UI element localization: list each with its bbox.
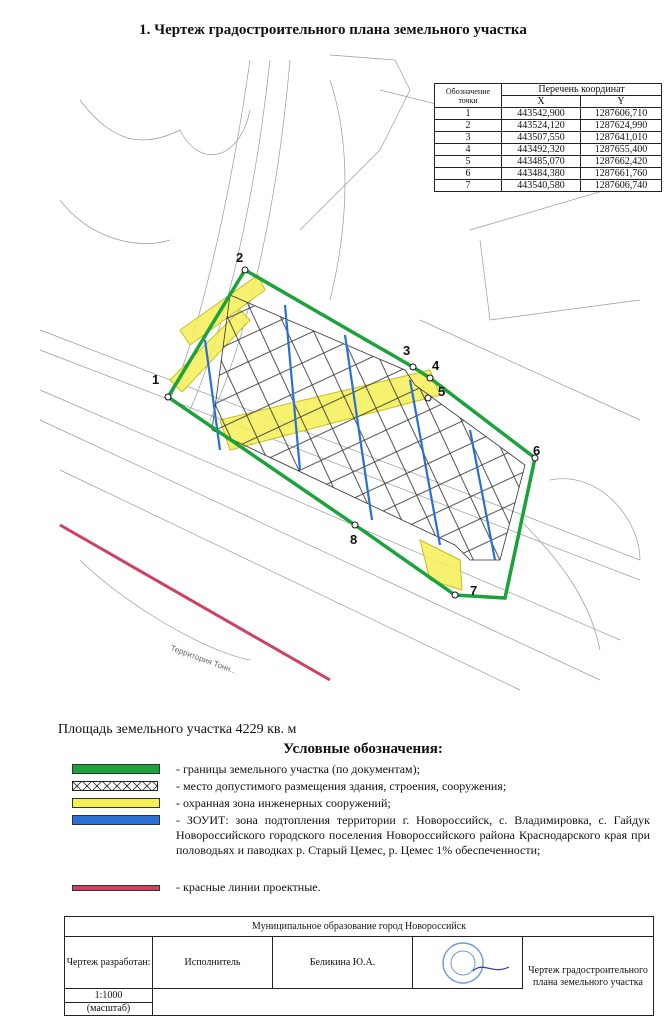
legend-yellow-swatch [72, 798, 160, 808]
coord-cell-y: 1287662,420 [581, 156, 662, 168]
point-label-1: 1 [152, 372, 160, 387]
coord-row [435, 180, 662, 192]
coord-cell-n: 5 [435, 156, 502, 168]
legend-green-swatch [72, 764, 160, 774]
coord-cell-x: 443524,120 [502, 120, 581, 132]
coord-cell-x: 443484,380 [502, 168, 581, 180]
coord-row [435, 144, 662, 156]
coord-cell-y: 1287606,740 [581, 180, 662, 192]
point-label-5: 5 [438, 384, 446, 399]
legend-item-red-lines [64, 880, 654, 896]
coord-cell-n: 3 [435, 132, 502, 144]
legend-text: - границы земельного участка (по документам); [176, 762, 420, 776]
col-x-header: X [502, 96, 581, 108]
coord-cell-n: 6 [435, 168, 502, 180]
point-label-6: 6 [533, 443, 541, 458]
coord-cell-y: 1287655,400 [581, 144, 662, 156]
coord-cell-y: 1287661,760 [581, 168, 662, 180]
stamp-scale-label: (масштаб) [65, 1003, 153, 1015]
building-zone [212, 295, 525, 560]
legend-blue-swatch [72, 815, 160, 825]
coord-row [435, 156, 662, 168]
coord-cell-x: 443492,320 [502, 144, 581, 156]
coord-cell-x: 443540,580 [502, 180, 581, 192]
title-block [64, 916, 654, 1016]
stamp-scale: 1:1000 [65, 989, 153, 1003]
road-label: Территория Тонн... [169, 643, 239, 676]
coord-cell-n: 4 [435, 144, 502, 156]
stamp-executor-name: Беликина Ю.А. [273, 937, 413, 989]
point-label-8: 8 [350, 532, 358, 547]
page-title: 1. Чертеж градостроительного плана земельного участка [139, 22, 527, 38]
point-label-4: 4 [432, 358, 440, 373]
point-label-2: 2 [236, 250, 244, 265]
stamp-executor-label: Исполнитель [153, 937, 273, 989]
legend-item-boundary [64, 762, 654, 778]
col-y-header: Y [581, 96, 662, 108]
legend-text: - охранная зона инженерных сооружений; [176, 796, 391, 810]
legend-item-flood-zone [64, 813, 654, 877]
coord-cell-n: 7 [435, 180, 502, 192]
coord-cell-n: 1 [435, 108, 502, 120]
legend-item-building-zone [64, 779, 654, 795]
coord-cell-n: 2 [435, 120, 502, 132]
coord-cell-y: 1287624,990 [581, 120, 662, 132]
coord-cell-y: 1287641,010 [581, 132, 662, 144]
parcel-area: Площадь земельного участка 4229 кв. м [58, 722, 297, 737]
stamp-doc-name: Чертеж градостроительного плана земельного участка [528, 965, 648, 988]
coordinates-table [434, 83, 662, 192]
coord-row [435, 168, 662, 180]
coord-row [435, 120, 662, 132]
legend-red-swatch [72, 885, 160, 891]
point-label-3: 3 [403, 343, 411, 358]
stamp-developed: Чертеж разработан: [65, 937, 153, 989]
legend-title: Условные обозначения: [283, 741, 443, 757]
legend-item-protection-zone [64, 796, 654, 812]
col-point-header: Обозначение точки [435, 84, 502, 108]
point-label-7: 7 [470, 583, 478, 598]
coord-row [435, 132, 662, 144]
legend-text: - ЗОУИТ: зона подтопления территории г. Новороссийск, с. Владимировка, с. Гайдук Новороссийского городского поселения Новороссийского района Краснодарского края при половодьях и паводках р. Старый Цемес, р. Цемес 1% обеспеченности; [176, 813, 650, 857]
seal-icon [423, 941, 513, 985]
legend-text: - место допустимого размещения здания, строения, сооружения; [176, 779, 507, 793]
coord-cell-x: 443542,900 [502, 108, 581, 120]
stamp-signature [413, 937, 523, 989]
legend-text: - красные линии проектные. [176, 880, 321, 894]
legend-hatch-swatch [72, 781, 158, 791]
col-list-header: Перечень координат [502, 84, 662, 96]
coord-cell-x: 443485,070 [502, 156, 581, 168]
coord-row [435, 108, 662, 120]
coord-cell-x: 443507,550 [502, 132, 581, 144]
coord-cell-y: 1287606,710 [581, 108, 662, 120]
stamp-org: Муниципальное образование город Новороссийск [65, 917, 653, 937]
